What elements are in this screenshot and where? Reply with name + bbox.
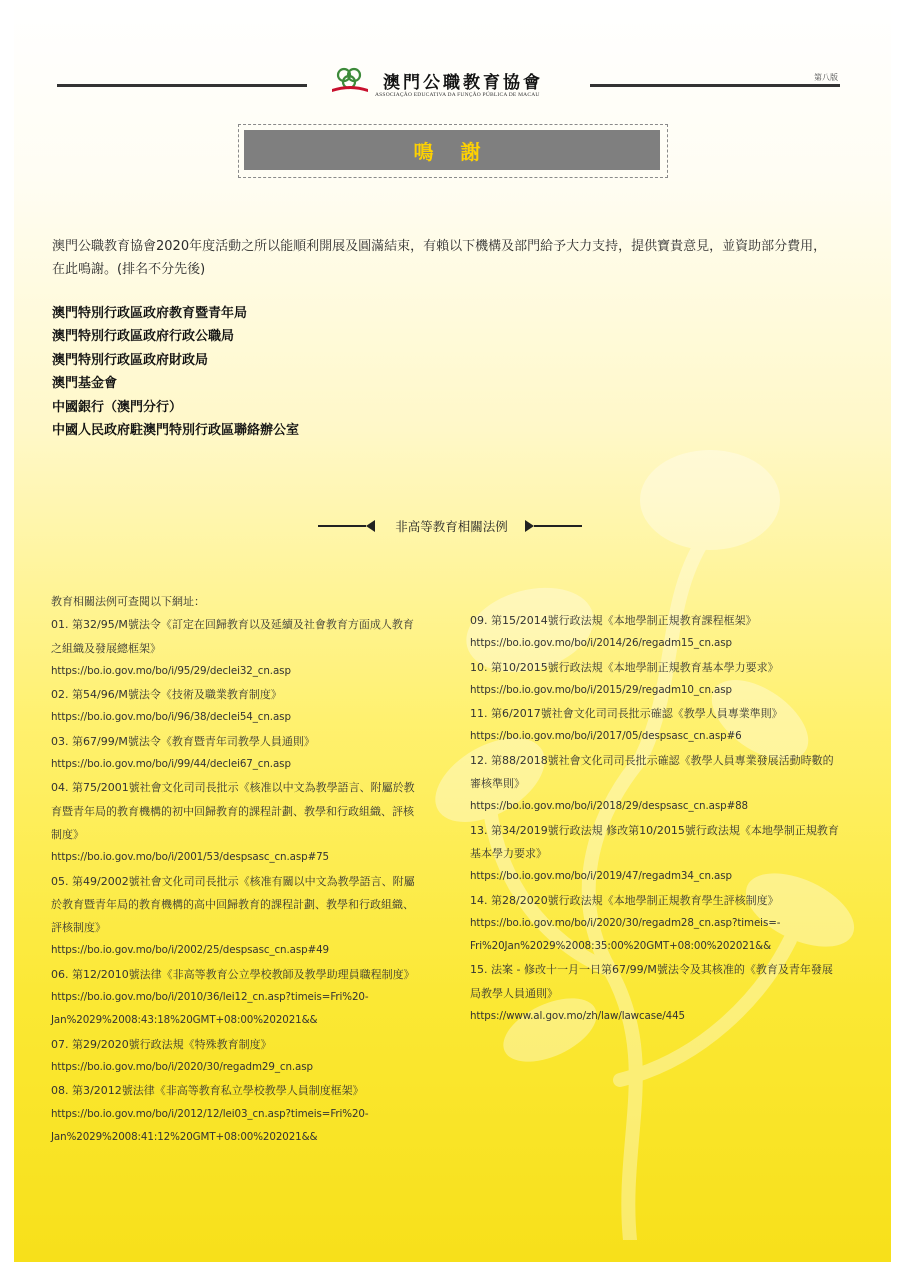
law-entry-line: 06. 第12/2010號法律《非高等教育公立學校教師及教學助理員職程制度》 [51, 967, 415, 981]
section-title: 非高等教育相關法例 [395, 519, 508, 534]
law-url-line: https://bo.io.gov.mo/bo/i/2001/53/despsasc_cn.asp#75 [51, 851, 329, 864]
law-url-line: Jan%2029%2008:41:12%20GMT+08:00%202021&& [51, 1130, 318, 1143]
law-url-line: https://bo.io.gov.mo/bo/i/95/29/declei32_cn.asp [51, 664, 291, 677]
law-entry-line: 局教學人員通則》 [470, 986, 558, 1000]
law-url-line: https://bo.io.gov.mo/bo/i/2012/12/lei03_cn.asp?timeis=Fri%20- [51, 1107, 369, 1120]
law-url-line: https://bo.io.gov.mo/bo/i/96/38/declei54_cn.asp [51, 711, 291, 724]
intro-line: 在此鳴謝。(排名不分先後) [52, 262, 206, 277]
law-entry-line: 04. 第75/2001號社會文化司司長批示《核准以中文為教學語言、附屬於教 [51, 781, 415, 795]
section-heading [300, 516, 600, 536]
law-entry-line: 01. 第32/95/M號法令《訂定在回歸教育以及延續及社會教育方面成人教育 [51, 618, 414, 632]
law-url-line: https://bo.io.gov.mo/bo/i/2002/25/despsasc_cn.asp#49 [51, 944, 329, 957]
law-entry-line: 13. 第34/2019號行政法規 修改第10/2015號行政法規《本地學制正規教育 [470, 823, 839, 837]
law-entry-line: 03. 第67/99/M號法令《教育暨青年司教學人員通則》 [51, 734, 315, 748]
law-entry-line: 評核制度》 [51, 921, 106, 935]
page-number: 第八版 [814, 73, 838, 82]
law-entry-line: 10. 第10/2015號行政法規《本地學制正規教育基本學力要求》 [470, 660, 779, 674]
header-rule-right [590, 84, 840, 87]
law-entry-line: 之組織及發展總框架》 [51, 641, 161, 655]
organization-item: 澳門特別行政區政府行政公職局 [52, 329, 235, 345]
organization-item: 澳門特別行政區政府教育暨青年局 [52, 306, 248, 321]
organization-item: 澳門特別行政區政府財政局 [52, 352, 209, 368]
law-list-left [51, 590, 426, 1149]
organization-item: 中國人民政府駐澳門特別行政區聯絡辦公室 [52, 423, 300, 439]
intro-line: 澳門公職教育協會2020年度活動之所以能順利開展及圓滿結束，有賴以下機構及部門給予大力支持，提供寶貴意見，並資助部分費用， [52, 239, 827, 254]
law-entry-line: 教育相關法例可查閱以下網址： [51, 595, 205, 608]
law-entry-line: 14. 第28/2020號行政法規《本地學制正規教育學生評核制度》 [470, 893, 779, 907]
organization-item: 澳門基金會 [52, 376, 118, 392]
law-list-right [470, 609, 855, 1028]
organization-list [52, 302, 299, 442]
law-entry-line: 02. 第54/96/M號法令《技術及職業教育制度》 [51, 688, 282, 702]
brand-name-chinese: 澳門公職教育協會 [383, 73, 543, 93]
law-entry-line: 15. 法案 - 修改十一月一日第67/99/M號法令及其核准的《教育及青年發展 [470, 963, 833, 977]
law-url-line: https://bo.io.gov.mo/bo/i/2018/29/despsasc_cn.asp#88 [470, 800, 748, 813]
organization-item: 中國銀行（澳門分行） [52, 399, 183, 415]
law-entry-line: 12. 第88/2018號社會文化司司長批示確認《教學人員專業發展活動時數的 [470, 753, 834, 767]
arrow-right-icon [525, 520, 534, 532]
law-entry-line: 於教育暨青年局的教育機構的高中回歸教育的課程計劃、教學和行政組織、 [51, 897, 414, 911]
law-url-line: Fri%20Jan%2029%2008:35:00%20GMT+08:00%202021&& [470, 940, 772, 953]
header-rule-left [57, 84, 307, 87]
law-entry-line: 基本學力要求》 [470, 846, 547, 860]
acknowledgement-intro [52, 235, 852, 281]
law-entry-line: 審核準則》 [470, 777, 525, 791]
law-entry-line: 育暨青年局的教育機構的初中回歸教育的課程計劃、教學和行政組織、評核 [51, 804, 414, 818]
association-logo-icon [330, 66, 370, 96]
law-url-line: https://bo.io.gov.mo/bo/i/2017/05/despsasc_cn.asp#6 [470, 730, 742, 743]
law-url-line: https://bo.io.gov.mo/bo/i/99/44/declei67_cn.asp [51, 758, 291, 771]
law-url-line: https://www.al.gov.mo/zh/law/lawcase/445 [470, 1010, 685, 1023]
page-title: 鳴 謝 [413, 139, 491, 164]
law-entry-line: 05. 第49/2002號社會文化司司長批示《核准有關以中文為教學語言、附屬 [51, 874, 415, 888]
arrow-left-icon [366, 520, 375, 532]
law-entry-line: 09. 第15/2014號行政法規《本地學制正規教育課程框架》 [470, 614, 757, 627]
law-entry-line: 08. 第3/2012號法律《非高等教育私立學校教學人員制度框架》 [51, 1084, 364, 1098]
law-entry-line: 制度》 [51, 827, 84, 841]
law-url-line: https://bo.io.gov.mo/bo/i/2020/30/regadm28_cn.asp?timeis=- [470, 916, 781, 929]
law-url-line: https://bo.io.gov.mo/bo/i/2015/29/regadm10_cn.asp [470, 683, 732, 696]
law-url-line: https://bo.io.gov.mo/bo/i/2010/36/lei12_cn.asp?timeis=Fri%20- [51, 991, 369, 1004]
title-bar [244, 130, 660, 170]
brand-name-portuguese: ASSOCIAÇÃO EDUCATIVA DA FUNÇÃO PÚBLICA DE MACAU [375, 92, 540, 98]
law-url-line: https://bo.io.gov.mo/bo/i/2019/47/regadm34_cn.asp [470, 870, 732, 883]
law-url-line: https://bo.io.gov.mo/bo/i/2020/30/regadm29_cn.asp [51, 1060, 313, 1073]
section-rule-left [318, 525, 366, 527]
law-entry-line: 07. 第29/2020號行政法規《特殊教育制度》 [51, 1037, 272, 1051]
section-rule-right [534, 525, 582, 527]
law-url-line: https://bo.io.gov.mo/bo/i/2014/26/regadm15_cn.asp [470, 637, 732, 650]
law-url-line: Jan%2029%2008:43:18%20GMT+08:00%202021&& [51, 1014, 318, 1027]
law-entry-line: 11. 第6/2017號社會文化司司長批示確認《教學人員專業準則》 [470, 707, 783, 721]
